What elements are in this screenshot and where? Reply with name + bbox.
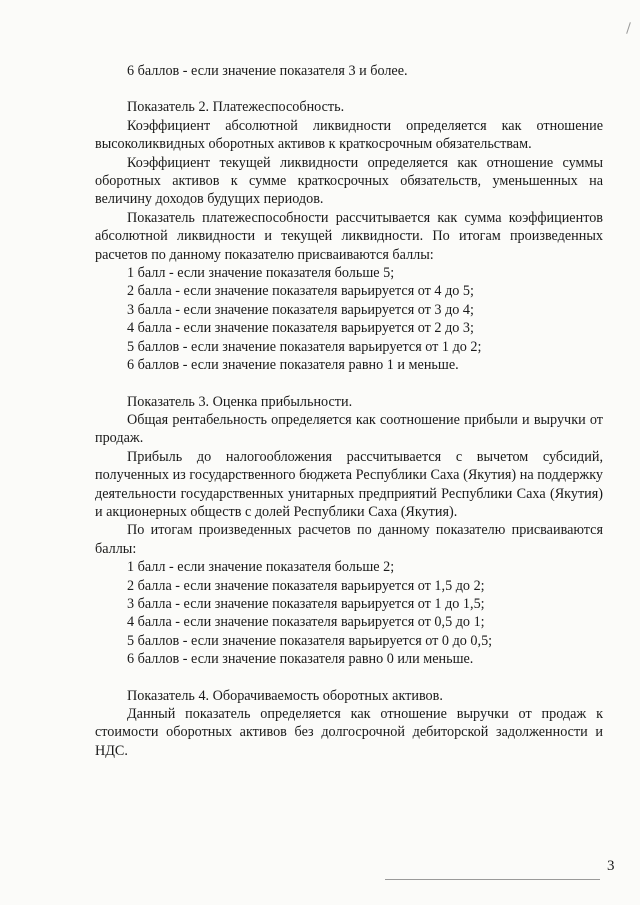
document-body bbox=[95, 62, 603, 760]
solvency-paragraph: Показатель платежеспособности рассчитывается как сумма коэффициентов абсолютной ликвидности и текущей ликвидности. По итогам произведенных расчетов по данному показателю присваиваются баллы: bbox=[95, 209, 603, 263]
score-line: 1 балл - если значение показателя больше 5; bbox=[127, 265, 395, 282]
pretax-profit-paragraph: Прибыль до налогообложения рассчитывается с вычетом субсидий, полученных из государственного бюджета Республики Саха (Якутия) на поддержку деятельности государственных унитарных предприятий Республики Саха (Якутия) и акционерных обществ с долей Республики Саха (Якутия). bbox=[95, 448, 603, 520]
score-line: 4 балла - если значение показателя варьируется от 0,5 до 1; bbox=[127, 614, 485, 631]
score-line: 5 баллов - если значение показателя варьируется от 0 до 0,5; bbox=[127, 632, 493, 649]
score-line-6-indicator-1: 6 баллов - если значение показателя 3 и более. bbox=[127, 63, 408, 79]
turnover-paragraph: Данный показатель определяется как отношение выручки от продаж к стоимости оборотных активов без долгосрочной дебиторской задолженности и НДС. bbox=[95, 706, 603, 759]
score-line: 5 баллов - если значение показателя варьируется от 1 до 2; bbox=[127, 338, 482, 355]
score-line: 6 баллов - если значение показателя равно 1 и меньше. bbox=[127, 357, 459, 374]
scan-mark bbox=[626, 22, 631, 34]
indicator-4-heading: Показатель 4. Оборачиваемость оборотных активов. bbox=[127, 687, 443, 704]
score-line: 4 балла - если значение показателя варьируется от 2 до 3; bbox=[127, 320, 474, 337]
score-line: 2 балла - если значение показателя варьируется от 4 до 5; bbox=[127, 283, 474, 300]
score-line: 1 балл - если значение показателя больше 2; bbox=[127, 559, 395, 576]
indicator-2-heading: Показатель 2. Платежеспособность. bbox=[127, 99, 345, 116]
indicator-3-heading: Показатель 3. Оценка прибыльности. bbox=[127, 393, 353, 410]
current-liquidity-paragraph: Коэффициент текущей ликвидности определяется как отношение суммы оборотных активов к сумме краткосрочных обязательств, уменьшенных на величину доходов будущих периодов. bbox=[95, 154, 603, 208]
score-line: 3 балла - если значение показателя варьируется от 3 до 4; bbox=[127, 301, 474, 318]
scoring-intro-paragraph: По итогам произведенных расчетов по данному показателю присваиваются баллы: bbox=[95, 522, 603, 557]
score-line: 2 балла - если значение показателя варьируется от 1,5 до 2; bbox=[127, 577, 485, 594]
score-line: 6 баллов - если значение показателя равно 0 или меньше. bbox=[127, 651, 474, 668]
footer-line bbox=[385, 879, 600, 880]
score-line: 3 балла - если значение показателя варьируется от 1 до 1,5; bbox=[127, 595, 485, 612]
profitability-paragraph: Общая рентабельность определяется как соотношение прибыли и выручки от продаж. bbox=[95, 411, 603, 447]
absolute-liquidity-paragraph: Коэффициент абсолютной ликвидности определяется как отношение высоколиквидных оборотных активов к краткосрочным обязательствам. bbox=[95, 117, 603, 153]
page-number: 3 bbox=[607, 858, 615, 874]
